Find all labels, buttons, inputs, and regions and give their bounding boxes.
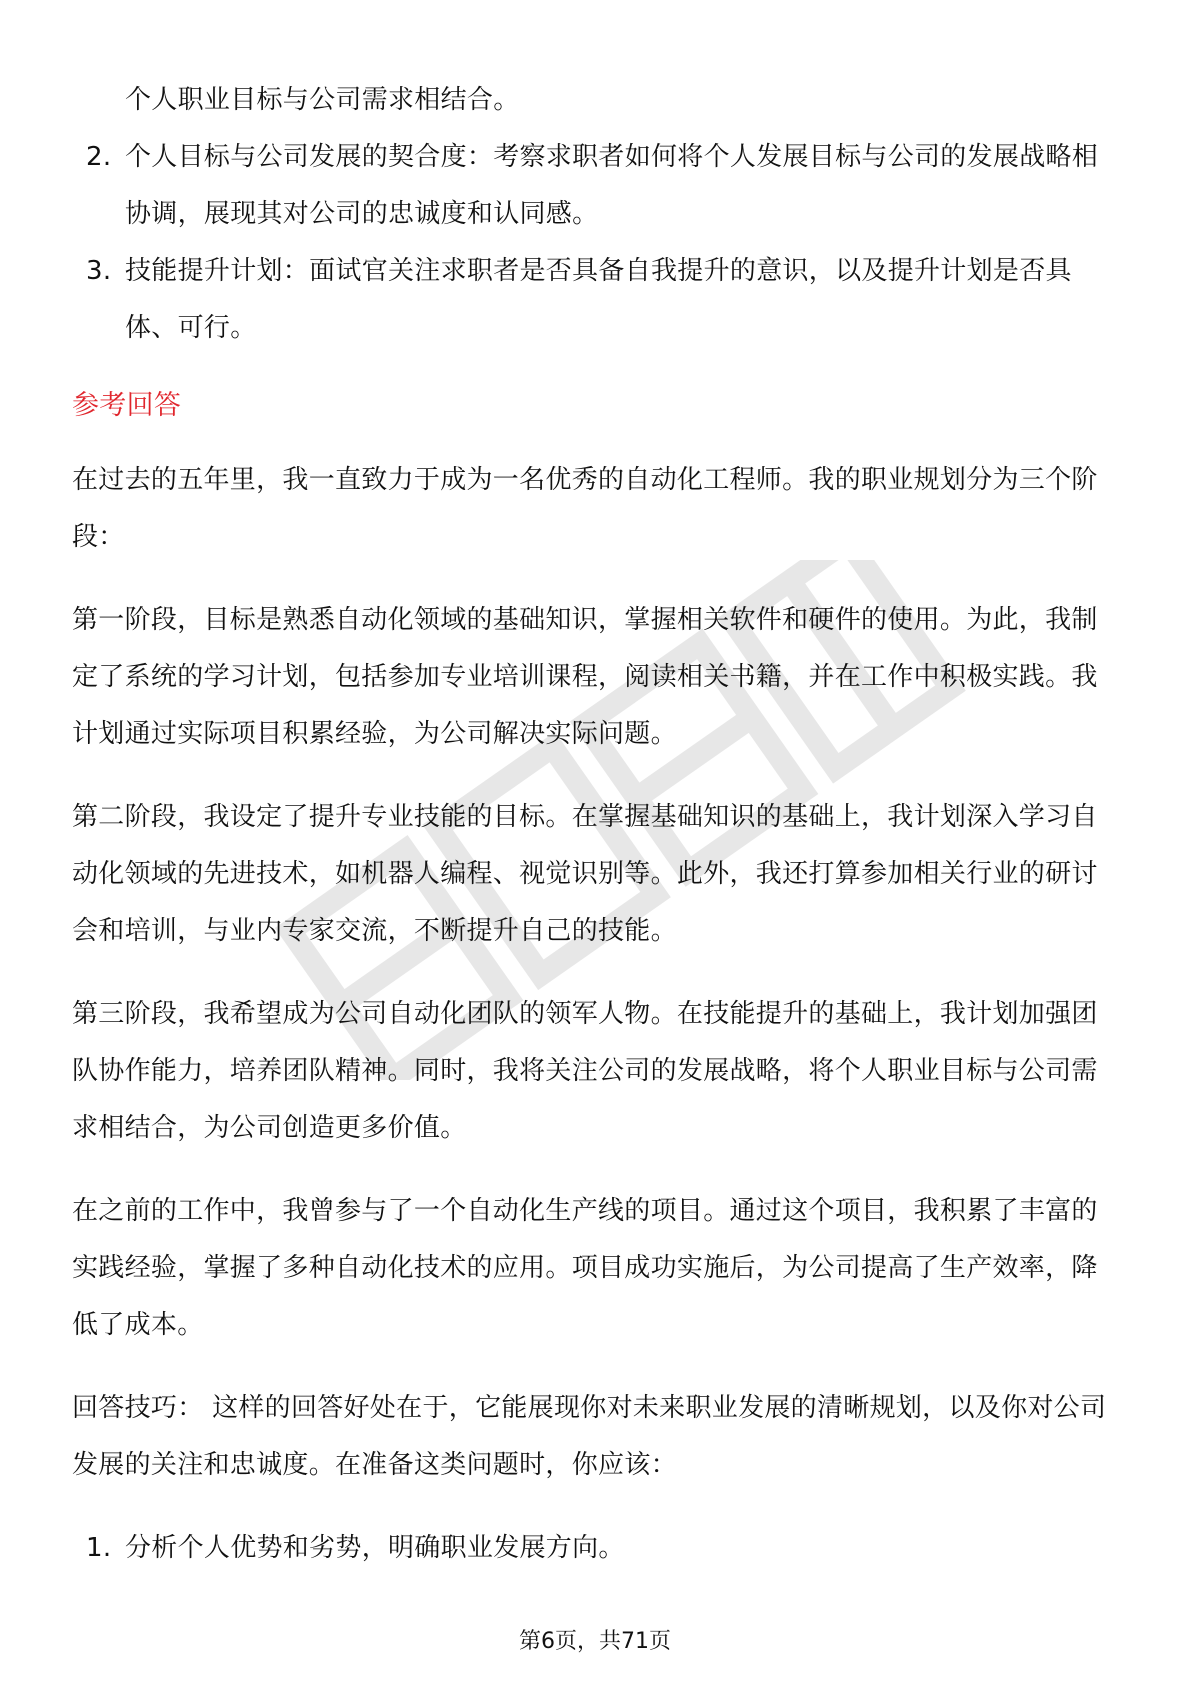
section-heading: 参考回答 (72, 390, 182, 421)
list-text: 个人目标与公司发展的契合度：考察求职者如何将个人发展目标与公司的发展战略相协调，展现其对公司的忠诚度和认同感。 (125, 142, 1099, 229)
tips-paragraph: 回答技巧： 这样的回答好处在于，它能展现你对未来职业发展的清晰规划，以及你对公司发展的关注和忠诚度。在准备这类问题时，你应该： (72, 1393, 1107, 1480)
answer-paragraph: 第一阶段，目标是熟悉自动化领域的基础知识，掌握相关软件和硬件的使用。为此，我制定了系统的学习计划，包括参加专业培训课程，阅读相关书籍，并在工作中积极实践。我计划通过实际项目积累经验，为公司解决实际问题。 (72, 605, 1098, 749)
list-number: 2. (86, 142, 112, 172)
list-text: 技能提升计划：面试官关注求职者是否具备自我提升的意识，以及提升计划是否具体、可行。 (125, 256, 1072, 343)
document-body (72, 72, 1122, 1577)
list-item (72, 129, 1122, 243)
list-number: 3. (86, 256, 112, 286)
list-text: 分析个人优势和劣势，明确职业发展方向。 (125, 1533, 625, 1563)
list-item (72, 243, 1122, 357)
list-number: 1. (86, 1533, 112, 1563)
continued-list-text: 个人职业目标与公司需求相结合。 (125, 85, 520, 115)
criteria-list (72, 129, 1122, 357)
answer-paragraph: 第三阶段，我希望成为公司自动化团队的领军人物。在技能提升的基础上，我计划加强团队协作能力，培养团队精神。同时，我将关注公司的发展战略，将个人职业目标与公司需求相结合，为公司创造更多价值。 (72, 999, 1098, 1143)
answer-paragraph: 在之前的工作中，我曾参与了一个自动化生产线的项目。通过这个项目，我积累了丰富的实践经验，掌握了多种自动化技术的应用。项目成功实施后，为公司提高了生产效率，降低了成本。 (72, 1196, 1098, 1340)
page-footer: 第6页，共71页 (519, 1629, 671, 1654)
answer-paragraph: 第二阶段，我设定了提升专业技能的目标。在掌握基础知识的基础上，我计划深入学习自动化领域的先进技术，如机器人编程、视觉识别等。此外，我还打算参加相关行业的研讨会和培训，与业内专家交流，不断提升自己的技能。 (72, 802, 1098, 946)
list-item (72, 1520, 1122, 1577)
tips-list (72, 1520, 1122, 1577)
answer-paragraph: 在过去的五年里，我一直致力于成为一名优秀的自动化工程师。我的职业规划分为三个阶段： (72, 465, 1098, 552)
